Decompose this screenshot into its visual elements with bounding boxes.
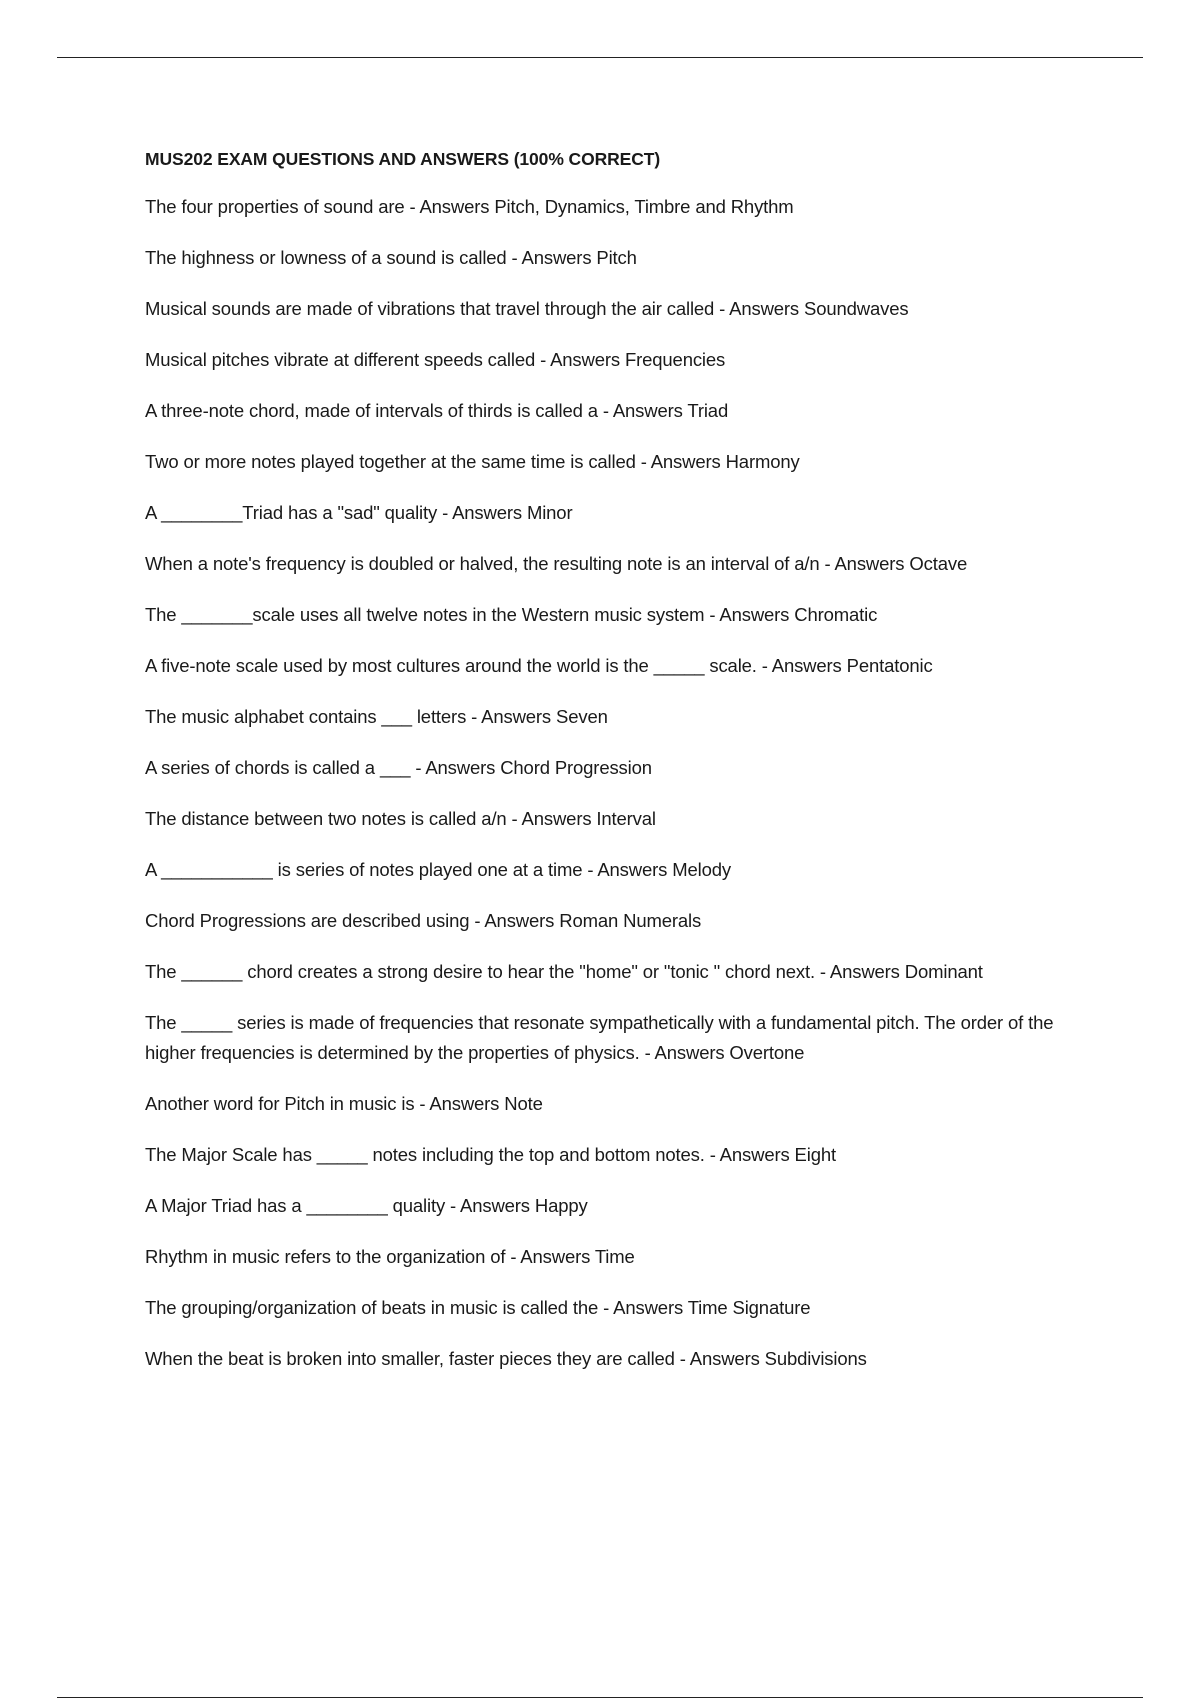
- qa-item: A Major Triad has a ________ quality - Answers Happy: [145, 1195, 588, 1216]
- header-rule: [57, 57, 1143, 58]
- qa-item: Musical sounds are made of vibrations that travel through the air called - Answers Soundwaves: [145, 298, 909, 319]
- qa-item: The _____ series is made of frequencies that resonate sympathetically with a fundamental pitch. The order of the higher frequencies is determined by the properties of physics. - Answers Overtone: [145, 1012, 1054, 1063]
- qa-item: Two or more notes played together at the same time is called - Answers Harmony: [145, 451, 800, 472]
- qa-item: Rhythm in music refers to the organization of - Answers Time: [145, 1246, 635, 1267]
- footer-rule: [57, 1697, 1143, 1698]
- qa-item: The ______ chord creates a strong desire to hear the "home" or "tonic " chord next. - Answers Dominant: [145, 961, 983, 982]
- qa-item: A ___________ is series of notes played one at a time - Answers Melody: [145, 859, 731, 880]
- document-body: [145, 146, 1085, 1395]
- qa-item: A series of chords is called a ___ - Answers Chord Progression: [145, 757, 652, 778]
- qa-item: The distance between two notes is called a/n - Answers Interval: [145, 808, 656, 829]
- qa-item: The music alphabet contains ___ letters - Answers Seven: [145, 706, 608, 727]
- qa-item: When a note's frequency is doubled or halved, the resulting note is an interval of a/n - Answers Octave: [145, 553, 968, 574]
- qa-item: Chord Progressions are described using - Answers Roman Numerals: [145, 910, 702, 931]
- qa-item: The _______scale uses all twelve notes in the Western music system - Answers Chromatic: [145, 604, 878, 625]
- qa-item: The grouping/organization of beats in music is called the - Answers Time Signature: [145, 1297, 811, 1318]
- qa-item: The four properties of sound are - Answers Pitch, Dynamics, Timbre and Rhythm: [145, 196, 794, 217]
- document-title: MUS202 EXAM QUESTIONS AND ANSWERS (100% CORRECT): [145, 149, 661, 169]
- qa-item: The highness or lowness of a sound is called - Answers Pitch: [145, 247, 637, 268]
- qa-item: When the beat is broken into smaller, faster pieces they are called - Answers Subdivisions: [145, 1348, 867, 1369]
- qa-item: Musical pitches vibrate at different speeds called - Answers Frequencies: [145, 349, 726, 370]
- qa-item: A three-note chord, made of intervals of thirds is called a - Answers Triad: [145, 400, 729, 421]
- qa-item: A ________Triad has a "sad" quality - Answers Minor: [145, 502, 573, 523]
- qa-item: Another word for Pitch in music is - Answers Note: [145, 1093, 543, 1114]
- qa-item: The Major Scale has _____ notes including the top and bottom notes. - Answers Eight: [145, 1144, 836, 1165]
- qa-item: A five-note scale used by most cultures around the world is the _____ scale. - Answers Pentatonic: [145, 655, 933, 676]
